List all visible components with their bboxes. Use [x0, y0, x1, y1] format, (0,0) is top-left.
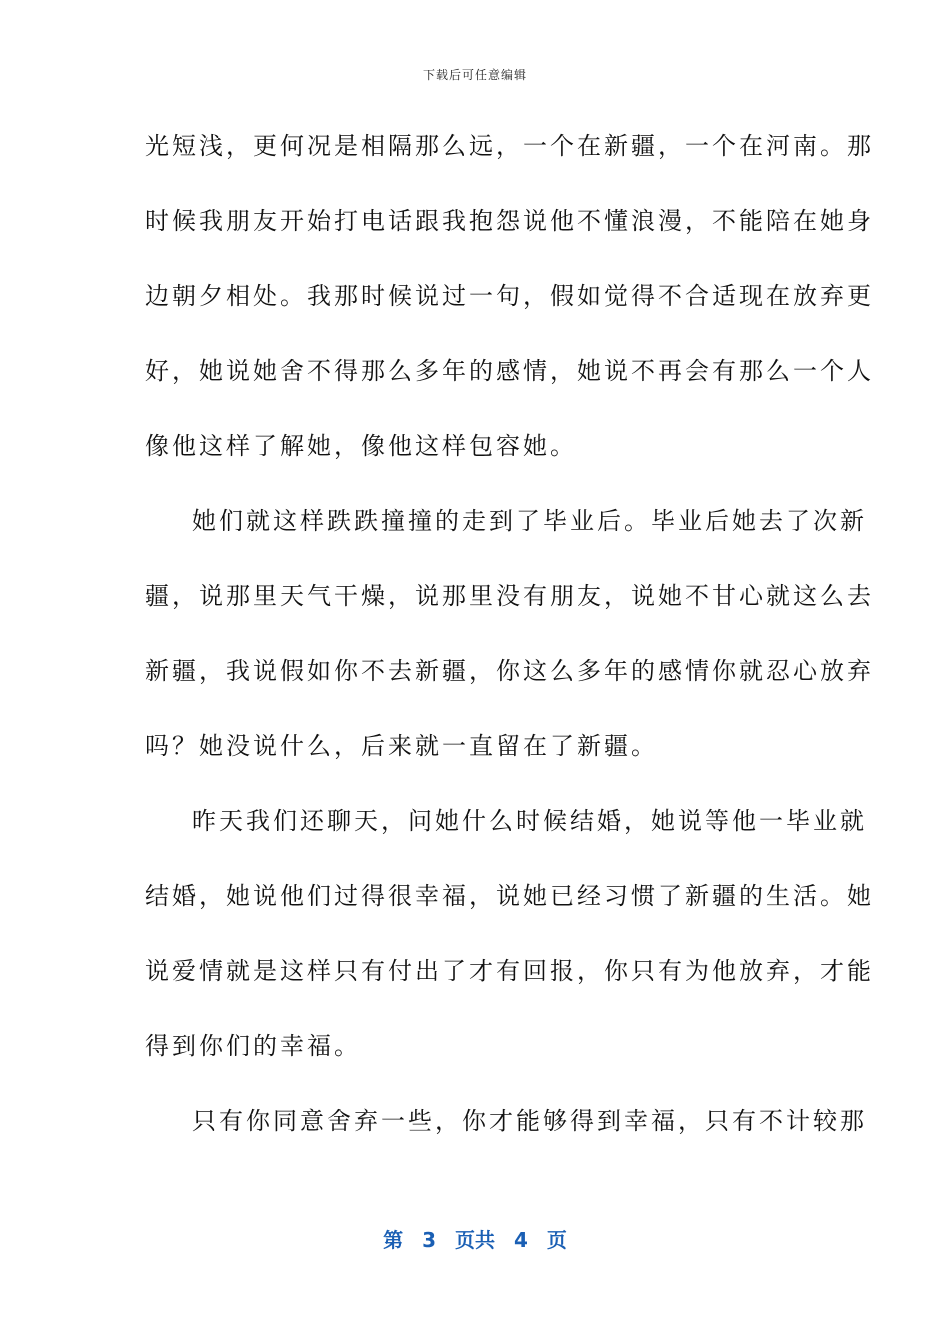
body-line: 结婚，她说他们过得很幸福，说她已经习惯了新疆的生活。她: [145, 882, 874, 910]
page-header: 下载后可任意编辑: [422, 68, 527, 82]
body-line: 好，她说她舍不得那么多年的感情，她说不再会有那么一个人: [145, 357, 874, 385]
paragraph-start-line: 只有你同意舍弃一些，你才能够得到幸福，只有不计较那: [192, 1107, 867, 1135]
body-line: 新疆，我说假如你不去新疆，你这么多年的感情你就忍心放弃: [145, 657, 874, 685]
body-line: 边朝夕相处。我那时候说过一句，假如觉得不合适现在放弃更: [145, 282, 874, 310]
body-line: 疆，说那里天气干燥，说那里没有朋友，说她不甘心就这么去: [145, 582, 874, 610]
body-line: 像他这样了解她，像他这样包容她。: [145, 432, 577, 460]
body-line: 说爱情就是这样只有付出了才有回报，你只有为他放弃，才能: [145, 957, 874, 985]
body-line: 光短浅，更何况是相隔那么远，一个在新疆，一个在河南。那: [145, 132, 874, 160]
paragraph-start-line: 昨天我们还聊天，问她什么时候结婚，她说等他一毕业就: [192, 807, 867, 835]
body-line: 时候我朋友开始打电话跟我抱怨说他不懂浪漫，不能陪在她身: [145, 207, 874, 235]
paragraph-start-line: 她们就这样跌跌撞撞的走到了毕业后。毕业后她去了次新: [192, 507, 867, 535]
body-line: 吗？她没说什么，后来就一直留在了新疆。: [145, 732, 658, 760]
page-number-footer: 第 3 页共 4 页: [383, 1228, 567, 1252]
document-body: [145, 126, 874, 1176]
body-line: 得到你们的幸福。: [145, 1032, 361, 1060]
